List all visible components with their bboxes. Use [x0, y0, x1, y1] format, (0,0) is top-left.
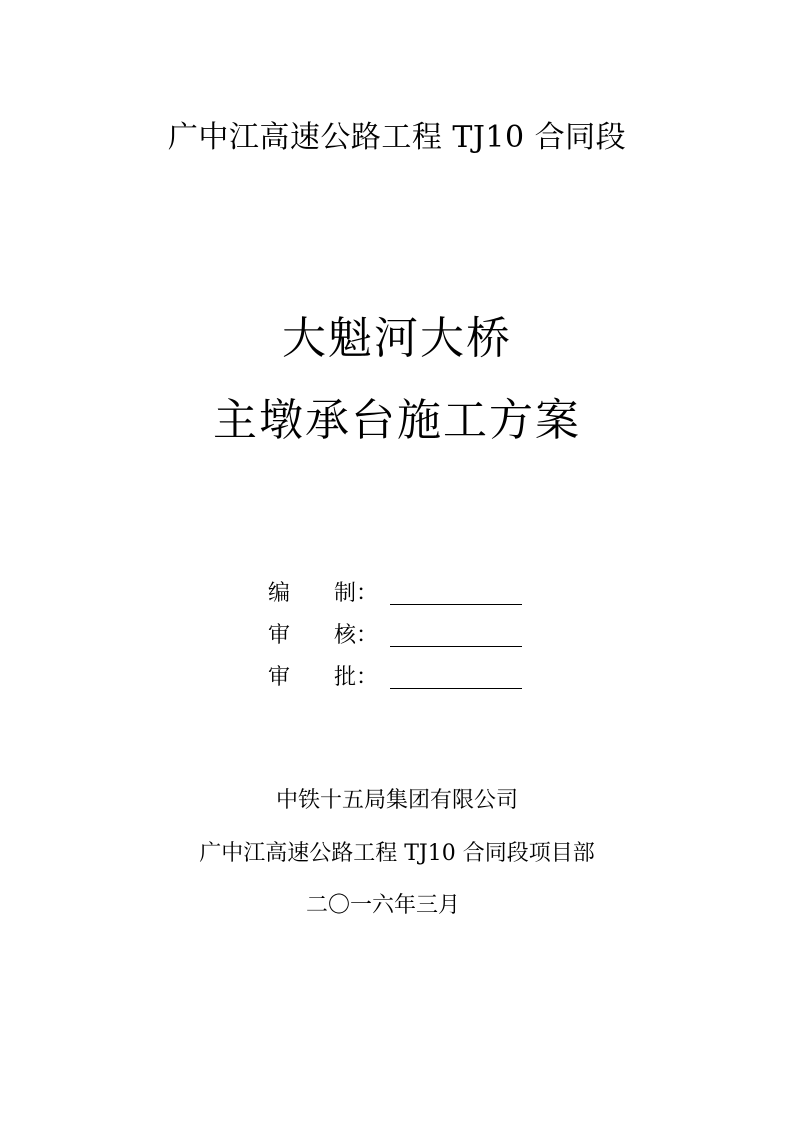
document-title-line-2: 主墩承台施工方案: [213, 395, 581, 446]
document-title-line-1: 大魁河大桥: [282, 313, 512, 364]
signoff-label-approved: 审 批：: [268, 665, 379, 690]
signoff-blank-approved: [390, 688, 522, 689]
signoff-label-prepared: 编 制：: [268, 581, 379, 606]
project-header: 广中江高速公路工程 TJ10 合同段: [167, 120, 627, 155]
footer-company: 中铁十五局集团有限公司: [275, 788, 518, 813]
signoff-label-reviewed: 审 核：: [268, 623, 379, 648]
footer-department: 广中江高速公路工程 TJ10 合同段项目部: [199, 841, 595, 866]
signoff-blank-prepared: [390, 604, 522, 605]
signoff-blank-reviewed: [390, 646, 522, 647]
footer-date: 二〇一六年三月: [305, 893, 460, 918]
